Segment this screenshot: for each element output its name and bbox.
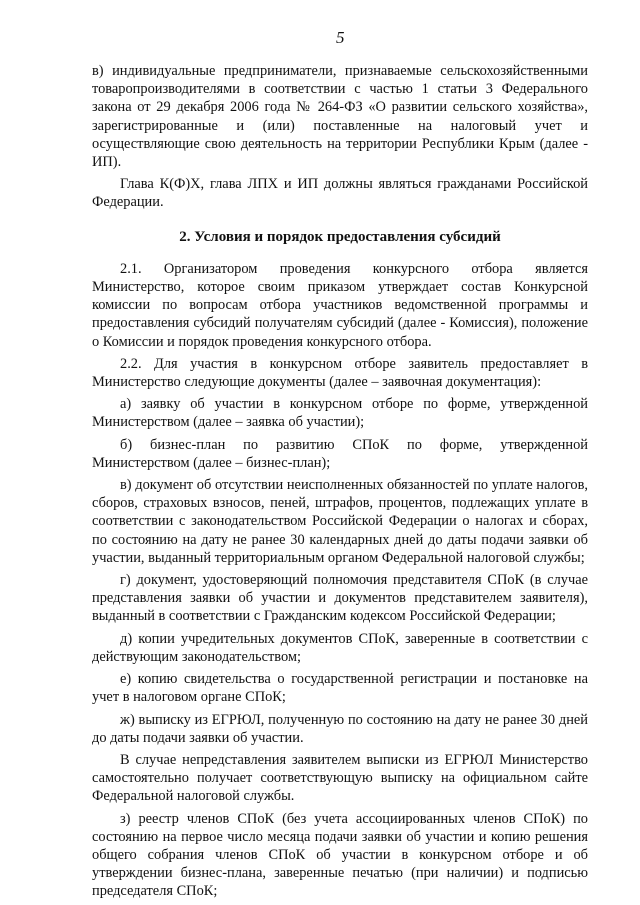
list-item-a: а) заявку об участии в конкурсном отборе по форме, утвержденной Министерством (далее – заявка об участии); <box>92 396 588 431</box>
list-item-zh: ж) выписку из ЕГРЮЛ, полученную по состоянию на дату не ранее 30 дней до даты подачи заявки об участии. <box>92 711 588 746</box>
paragraph-2-2: 2.2. Для участия в конкурсном отборе заявитель предоставляет в Министерство следующие документы (далее – заявочная документация): <box>92 355 588 391</box>
section-heading: 2. Условия и порядок предоставления субсидий <box>179 228 501 245</box>
list-item-e: е) копию свидетельства о государственной регистрации и постановке на учет в налоговом органе СПоК; <box>92 671 588 706</box>
document-body <box>92 62 588 905</box>
paragraph-2-1: 2.1. Организатором проведения конкурсного отбора является Министерство, которое своим приказом утверждает состав Конкурсной комиссии по вопросам отбора участников ведомственной программы и предоставления субсидий получателям субсидий (далее - Комиссия), положение о Комиссии и порядок проведения конкурсного отбора. <box>92 260 588 350</box>
list-item-v: в) документ об отсутствии неисполненных обязанностей по уплате налогов, сборов, страховых взносов, пеней, штрафов, процентов, подлежащих уплате в соответствии с законодательством Российской Федерации о налогах и сборах, по состоянию на дату не ранее 30 календарных дней до даты подачи заявки об участии, выданный территориальным органом Федеральной налоговой службы; <box>92 477 588 566</box>
paragraph-egrul-note: В случае непредставления заявителем выписки из ЕГРЮЛ Министерство самостоятельно получает соответствующую выписку на официальном сайте Федеральной налоговой службы. <box>92 751 588 805</box>
paragraph-v-individual-entrepreneurs: в) индивидуальные предприниматели, признаваемые сельскохозяйственными товаропроизводителями в соответствии с частью 1 статьи 3 Федерального закона от 29 декабря 2006 года № 264-ФЗ «О развитии сельского хозяйства», зарегистрированные и (или) поставленные на налоговый учет и осуществляющие свою деятельность на территории Республики Крым (далее - ИП). <box>92 63 588 171</box>
page-number: 5 <box>336 28 345 47</box>
paragraph-citizenship: Глава К(Ф)Х, глава ЛПХ и ИП должны являться гражданами Российской Федерации. <box>92 176 588 211</box>
list-item-z: з) реестр членов СПоК (без учета ассоциированных членов СПоК) по состоянию на первое число месяца подачи заявки об участии и копию решения общего собрания членов СПоК об участии в конкурсном отборе и об утверждении бизнес-плана, заверенные печатью (при наличии) и подписью председателя СПоК; <box>92 810 588 900</box>
list-item-d: д) копии учредительных документов СПоК, заверенные в соответствии с действующим законодательством; <box>92 630 588 665</box>
list-item-b: б) бизнес-план по развитию СПоК по форме, утвержденной Министерством (далее – бизнес-план); <box>92 436 588 471</box>
list-item-g: г) документ, удостоверяющий полномочия представителя СПоК (в случае представления заявки об участии и документов представителем заявителя), выданный в соответствии с Гражданским кодексом Российской Федерации; <box>92 572 588 625</box>
